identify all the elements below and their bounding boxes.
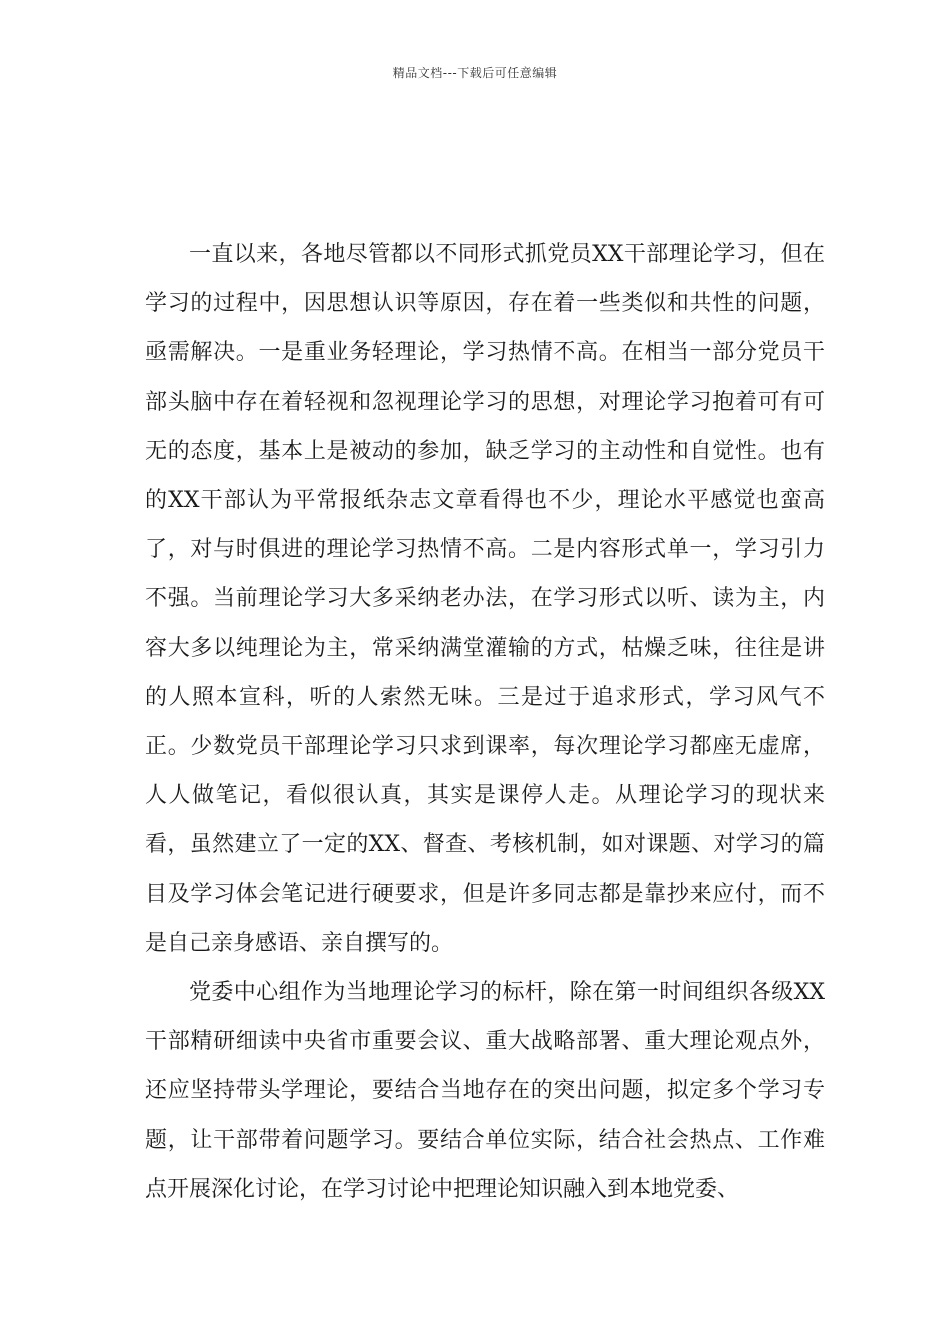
paragraph: 党委中心组作为当地理论学习的标杆，除在第一时间组织各级XX干部精研细读中央省市重要会议、重大战略部署、重大理论观点外，还应坚持带头学理论，要结合当地存在的突出问题，拟定多个学习专题，让干部带着问题学习。要结合单位实际，结合社会热点、工作难点开展深化讨论，在学习讨论中把理论知识融入到本地党委、 (145, 980, 825, 1202)
paragraph: 一直以来，各地尽管都以不同形式抓党员XX干部理论学习，但在学习的过程中，因思想认识等原因，存在着一些类似和共性的问题，亟需解决。一是重业务轻理论，学习热情不高。在相当一部分党员干部头脑中存在着轻视和忽视理论学习的思想，对理论学习抱着可有可无的态度，基本上是被动的参加，缺乏学习的主动性和自觉性。也有的XX干部认为平常报纸杂志文章看得也不少，理论水平感觉也蛮高了，对与时俱进的理论学习热情不高。二是内容形式单一，学习引力不强。当前理论学习大多采纳老办法，在学习形式以听、读为主，内容大多以纯理论为主，常采纳满堂灌输的方式，枯燥乏味，往往是讲的人照本宣科，听的人索然无味。三是过于追求形式，学习风气不正。少数党员干部理论学习只求到课率，每次理论学习都座无虚席，人人做笔记，看似很认真，其实是课停人走。从理论学习的现状来看，虽然建立了一定的XX、督查、考核机制，如对课题、对学习的篇目及学习体会笔记进行硬要求，但是许多同志都是靠抄来应付，而不是自己亲身感语、亲自撰写的。 (145, 242, 825, 956)
document-body (145, 230, 825, 1214)
page-header: 精品文档---下载后可任意编辑 (392, 66, 558, 80)
